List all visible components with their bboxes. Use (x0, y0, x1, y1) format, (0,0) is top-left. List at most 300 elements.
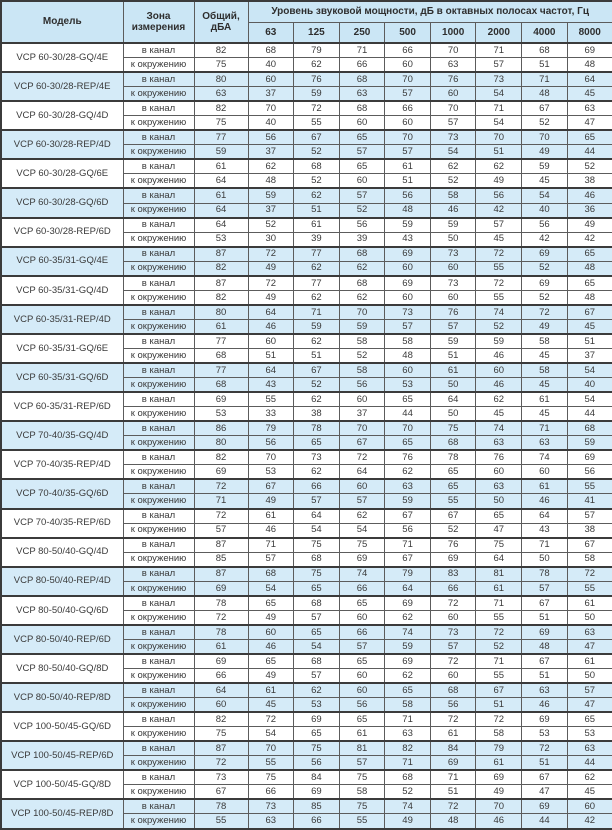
level-cell: 38 (567, 523, 612, 538)
total-cell: 72 (194, 509, 248, 524)
level-cell: 74 (385, 799, 431, 814)
zone-cell: в канал (123, 625, 194, 640)
level-cell: 67 (522, 596, 568, 611)
level-cell: 56 (248, 130, 294, 145)
model-cell: VCP 80-50/40-GQ/8D (1, 654, 123, 683)
level-cell: 48 (567, 290, 612, 305)
zone-cell: к окружению (123, 407, 194, 422)
level-cell: 69 (522, 276, 568, 291)
table-row (1, 479, 612, 494)
level-cell: 65 (339, 712, 385, 727)
zone-cell: в канал (123, 218, 194, 233)
column-header-frequency-group: Уровень звуковой мощности, дБ в октавных полосах частот, Гц (248, 1, 612, 22)
zone-cell: к окружению (123, 58, 194, 73)
table-row (1, 712, 612, 727)
level-cell: 70 (339, 421, 385, 436)
level-cell: 37 (339, 407, 385, 422)
column-header-frequency-250: 250 (339, 22, 385, 43)
level-cell: 46 (476, 378, 522, 393)
level-cell: 54 (476, 116, 522, 131)
table-row (1, 72, 612, 87)
level-cell: 67 (430, 509, 476, 524)
level-cell: 55 (248, 756, 294, 771)
table-row (1, 305, 612, 320)
level-cell: 84 (294, 770, 340, 785)
total-cell: 80 (194, 436, 248, 451)
level-cell: 40 (248, 116, 294, 131)
zone-cell: в канал (123, 799, 194, 814)
level-cell: 44 (522, 814, 568, 829)
level-cell: 62 (430, 159, 476, 174)
level-cell: 63 (567, 101, 612, 116)
level-cell: 61 (476, 581, 522, 596)
level-cell: 52 (294, 174, 340, 189)
total-cell: 75 (194, 727, 248, 742)
total-cell: 57 (194, 523, 248, 538)
column-header-zone: Зона измерения (123, 1, 194, 43)
level-cell: 55 (476, 261, 522, 276)
level-cell: 67 (248, 479, 294, 494)
level-cell: 64 (294, 509, 340, 524)
model-cell: VCP 60-35/31-GQ/6E (1, 334, 123, 363)
level-cell: 50 (567, 669, 612, 684)
level-cell: 60 (385, 116, 431, 131)
level-cell: 69 (385, 247, 431, 262)
model-cell: VCP 70-40/35-GQ/6D (1, 479, 123, 508)
level-cell: 71 (430, 770, 476, 785)
level-cell: 48 (385, 203, 431, 218)
model-cell: VCP 60-30/28-REP/4E (1, 72, 123, 101)
level-cell: 53 (567, 727, 612, 742)
level-cell: 62 (385, 610, 431, 625)
total-cell: 71 (194, 494, 248, 509)
level-cell: 81 (476, 567, 522, 582)
level-cell: 65 (430, 465, 476, 480)
level-cell: 67 (522, 654, 568, 669)
model-cell: VCP 60-35/31-GQ/6D (1, 363, 123, 392)
level-cell: 47 (567, 698, 612, 713)
level-cell: 76 (430, 72, 476, 87)
level-cell: 44 (567, 756, 612, 771)
model-cell: VCP 100-50/45-GQ/6D (1, 712, 123, 741)
level-cell: 57 (430, 639, 476, 654)
column-header-frequency-8000: 8000 (567, 22, 612, 43)
level-cell: 54 (294, 523, 340, 538)
zone-cell: к окружению (123, 348, 194, 363)
level-cell: 84 (430, 741, 476, 756)
total-cell: 72 (194, 479, 248, 494)
zone-cell: к окружению (123, 290, 194, 305)
level-cell: 45 (248, 698, 294, 713)
level-cell: 68 (339, 276, 385, 291)
level-cell: 50 (430, 378, 476, 393)
total-cell: 69 (194, 581, 248, 596)
total-cell: 75 (194, 58, 248, 73)
level-cell: 72 (248, 247, 294, 262)
level-cell: 67 (339, 436, 385, 451)
level-cell: 64 (476, 552, 522, 567)
level-cell: 71 (476, 43, 522, 58)
total-cell: 82 (194, 712, 248, 727)
level-cell: 46 (522, 698, 568, 713)
level-cell: 79 (248, 421, 294, 436)
level-cell: 68 (294, 654, 340, 669)
table-body (1, 43, 612, 829)
model-cell: VCP 80-50/40-GQ/4D (1, 538, 123, 567)
level-cell: 61 (430, 727, 476, 742)
level-cell: 65 (248, 596, 294, 611)
level-cell: 58 (476, 727, 522, 742)
level-cell: 64 (339, 465, 385, 480)
level-cell: 66 (248, 785, 294, 800)
level-cell: 60 (385, 261, 431, 276)
level-cell: 59 (430, 334, 476, 349)
total-cell: 87 (194, 567, 248, 582)
level-cell: 67 (522, 101, 568, 116)
column-header-frequency-2000: 2000 (476, 22, 522, 43)
zone-cell: в канал (123, 247, 194, 262)
level-cell: 68 (294, 159, 340, 174)
level-cell: 57 (294, 494, 340, 509)
level-cell: 68 (294, 596, 340, 611)
level-cell: 79 (476, 741, 522, 756)
level-cell: 76 (294, 72, 340, 87)
table-row (1, 334, 612, 349)
level-cell: 73 (430, 276, 476, 291)
level-cell: 65 (339, 654, 385, 669)
total-cell: 64 (194, 218, 248, 233)
level-cell: 65 (567, 247, 612, 262)
total-cell: 64 (194, 174, 248, 189)
level-cell: 45 (476, 232, 522, 247)
level-cell: 60 (476, 363, 522, 378)
zone-cell: к окружению (123, 116, 194, 131)
level-cell: 39 (294, 232, 340, 247)
level-cell: 42 (476, 203, 522, 218)
zone-cell: в канал (123, 334, 194, 349)
zone-cell: к окружению (123, 145, 194, 160)
level-cell: 79 (294, 43, 340, 58)
level-cell: 49 (522, 319, 568, 334)
level-cell: 65 (339, 159, 385, 174)
level-cell: 60 (385, 363, 431, 378)
level-cell: 47 (476, 523, 522, 538)
level-cell: 52 (567, 159, 612, 174)
total-cell: 87 (194, 276, 248, 291)
total-cell: 61 (194, 319, 248, 334)
level-cell: 46 (248, 639, 294, 654)
level-cell: 69 (339, 552, 385, 567)
total-cell: 87 (194, 247, 248, 262)
level-cell: 48 (430, 814, 476, 829)
zone-cell: в канал (123, 741, 194, 756)
level-cell: 72 (567, 567, 612, 582)
level-cell: 70 (522, 130, 568, 145)
header-row-top (1, 1, 612, 22)
table-row (1, 247, 612, 262)
level-cell: 49 (385, 814, 431, 829)
total-cell: 72 (194, 610, 248, 625)
total-cell: 61 (194, 639, 248, 654)
level-cell: 72 (430, 596, 476, 611)
level-cell: 59 (476, 334, 522, 349)
zone-cell: в канал (123, 43, 194, 58)
total-cell: 69 (194, 392, 248, 407)
level-cell: 81 (339, 741, 385, 756)
level-cell: 70 (476, 130, 522, 145)
level-cell: 75 (339, 770, 385, 785)
level-cell: 66 (294, 814, 340, 829)
level-cell: 57 (567, 509, 612, 524)
level-cell: 66 (339, 581, 385, 596)
level-cell: 73 (248, 799, 294, 814)
level-cell: 69 (385, 654, 431, 669)
level-cell: 49 (522, 145, 568, 160)
total-cell: 60 (194, 698, 248, 713)
total-cell: 80 (194, 72, 248, 87)
level-cell: 61 (294, 218, 340, 233)
level-cell: 53 (385, 378, 431, 393)
level-cell: 57 (385, 87, 431, 102)
level-cell: 51 (522, 669, 568, 684)
level-cell: 71 (385, 538, 431, 553)
level-cell: 77 (294, 276, 340, 291)
level-cell: 66 (385, 43, 431, 58)
level-cell: 69 (430, 756, 476, 771)
zone-cell: в канал (123, 567, 194, 582)
level-cell: 52 (430, 523, 476, 538)
level-cell: 49 (248, 610, 294, 625)
level-cell: 72 (476, 276, 522, 291)
level-cell: 49 (248, 669, 294, 684)
total-cell: 75 (194, 116, 248, 131)
level-cell: 57 (567, 683, 612, 698)
level-cell: 65 (294, 581, 340, 596)
level-cell: 52 (476, 319, 522, 334)
level-cell: 50 (476, 494, 522, 509)
level-cell: 45 (522, 407, 568, 422)
total-cell: 78 (194, 799, 248, 814)
level-cell: 57 (294, 610, 340, 625)
level-cell: 50 (430, 232, 476, 247)
model-cell: VCP 60-35/31-REP/6D (1, 392, 123, 421)
total-cell: 73 (194, 770, 248, 785)
level-cell: 74 (339, 567, 385, 582)
zone-cell: к окружению (123, 465, 194, 480)
level-cell: 55 (567, 581, 612, 596)
model-cell: VCP 60-35/31-GQ/4D (1, 276, 123, 305)
table-row (1, 43, 612, 58)
level-cell: 69 (385, 596, 431, 611)
level-cell: 75 (248, 770, 294, 785)
total-cell: 78 (194, 596, 248, 611)
zone-cell: к окружению (123, 494, 194, 509)
level-cell: 62 (339, 261, 385, 276)
level-cell: 61 (385, 159, 431, 174)
level-cell: 56 (339, 698, 385, 713)
level-cell: 58 (385, 698, 431, 713)
level-cell: 70 (248, 450, 294, 465)
level-cell: 60 (430, 261, 476, 276)
level-cell: 71 (294, 305, 340, 320)
total-cell: 68 (194, 378, 248, 393)
level-cell: 60 (339, 174, 385, 189)
level-cell: 60 (339, 610, 385, 625)
level-cell: 48 (248, 174, 294, 189)
zone-cell: в канал (123, 392, 194, 407)
level-cell: 70 (385, 72, 431, 87)
model-cell: VCP 60-35/31-GQ/4E (1, 247, 123, 276)
model-cell: VCP 60-30/28-REP/4D (1, 130, 123, 159)
table-row (1, 567, 612, 582)
level-cell: 60 (430, 87, 476, 102)
level-cell: 60 (339, 116, 385, 131)
level-cell: 55 (339, 814, 385, 829)
level-cell: 51 (430, 785, 476, 800)
level-cell: 46 (430, 203, 476, 218)
level-cell: 55 (476, 669, 522, 684)
level-cell: 45 (567, 319, 612, 334)
level-cell: 63 (430, 58, 476, 73)
total-cell: 82 (194, 43, 248, 58)
table-row (1, 799, 612, 814)
level-cell: 60 (522, 465, 568, 480)
level-cell: 71 (476, 654, 522, 669)
total-cell: 64 (194, 203, 248, 218)
level-cell: 63 (385, 479, 431, 494)
level-cell: 60 (567, 799, 612, 814)
zone-cell: к окружению (123, 523, 194, 538)
level-cell: 49 (248, 494, 294, 509)
level-cell: 56 (476, 188, 522, 203)
level-cell: 66 (294, 479, 340, 494)
level-cell: 42 (522, 232, 568, 247)
total-cell: 61 (194, 188, 248, 203)
level-cell: 61 (522, 479, 568, 494)
level-cell: 67 (294, 130, 340, 145)
level-cell: 74 (385, 625, 431, 640)
level-cell: 65 (385, 392, 431, 407)
table-row (1, 741, 612, 756)
level-cell: 65 (385, 683, 431, 698)
zone-cell: к окружению (123, 581, 194, 596)
table-row (1, 276, 612, 291)
total-cell: 82 (194, 290, 248, 305)
level-cell: 48 (522, 639, 568, 654)
level-cell: 68 (522, 43, 568, 58)
table-row (1, 218, 612, 233)
level-cell: 45 (567, 785, 612, 800)
level-cell: 63 (385, 727, 431, 742)
level-cell: 46 (567, 188, 612, 203)
zone-cell: в канал (123, 305, 194, 320)
zone-cell: в канал (123, 101, 194, 116)
level-cell: 52 (294, 145, 340, 160)
model-cell: VCP 100-50/45-REP/6D (1, 741, 123, 770)
level-cell: 44 (567, 407, 612, 422)
column-header-model: Модель (1, 1, 123, 43)
zone-cell: в канал (123, 276, 194, 291)
level-cell: 60 (339, 669, 385, 684)
level-cell: 43 (522, 523, 568, 538)
level-cell: 85 (294, 799, 340, 814)
level-cell: 46 (476, 814, 522, 829)
level-cell: 56 (430, 698, 476, 713)
total-cell: 77 (194, 334, 248, 349)
level-cell: 68 (339, 101, 385, 116)
level-cell: 59 (294, 87, 340, 102)
level-cell: 73 (476, 72, 522, 87)
level-cell: 71 (385, 756, 431, 771)
level-cell: 52 (430, 174, 476, 189)
model-cell: VCP 80-50/40-REP/8D (1, 683, 123, 712)
level-cell: 61 (567, 596, 612, 611)
level-cell: 51 (294, 348, 340, 363)
level-cell: 37 (248, 203, 294, 218)
level-cell: 53 (248, 465, 294, 480)
level-cell: 59 (385, 218, 431, 233)
level-cell: 62 (294, 683, 340, 698)
level-cell: 62 (294, 334, 340, 349)
level-cell: 51 (522, 756, 568, 771)
level-cell: 69 (567, 43, 612, 58)
level-cell: 49 (567, 218, 612, 233)
table-row (1, 450, 612, 465)
total-cell: 69 (194, 465, 248, 480)
total-cell: 72 (194, 756, 248, 771)
zone-cell: к окружению (123, 785, 194, 800)
level-cell: 70 (248, 101, 294, 116)
level-cell: 54 (430, 145, 476, 160)
level-cell: 67 (476, 683, 522, 698)
level-cell: 66 (385, 101, 431, 116)
level-cell: 64 (248, 363, 294, 378)
level-cell: 65 (567, 276, 612, 291)
zone-cell: в канал (123, 479, 194, 494)
level-cell: 56 (385, 188, 431, 203)
level-cell: 67 (385, 509, 431, 524)
total-cell: 64 (194, 683, 248, 698)
level-cell: 63 (339, 87, 385, 102)
total-cell: 67 (194, 785, 248, 800)
level-cell: 46 (476, 348, 522, 363)
level-cell: 66 (430, 581, 476, 596)
level-cell: 45 (522, 348, 568, 363)
total-cell: 85 (194, 552, 248, 567)
zone-cell: к окружению (123, 87, 194, 102)
level-cell: 48 (522, 87, 568, 102)
level-cell: 49 (248, 261, 294, 276)
level-cell: 43 (385, 232, 431, 247)
level-cell: 59 (385, 494, 431, 509)
column-header-frequency-4000: 4000 (522, 22, 568, 43)
level-cell: 55 (567, 479, 612, 494)
level-cell: 74 (522, 450, 568, 465)
level-cell: 56 (294, 756, 340, 771)
level-cell: 75 (430, 421, 476, 436)
total-cell: 77 (194, 130, 248, 145)
level-cell: 60 (385, 58, 431, 73)
level-cell: 60 (339, 683, 385, 698)
level-cell: 63 (522, 683, 568, 698)
total-cell: 68 (194, 348, 248, 363)
level-cell: 54 (248, 727, 294, 742)
level-cell: 75 (476, 538, 522, 553)
level-cell: 72 (339, 450, 385, 465)
level-cell: 57 (339, 639, 385, 654)
table-row (1, 509, 612, 524)
level-cell: 57 (476, 58, 522, 73)
